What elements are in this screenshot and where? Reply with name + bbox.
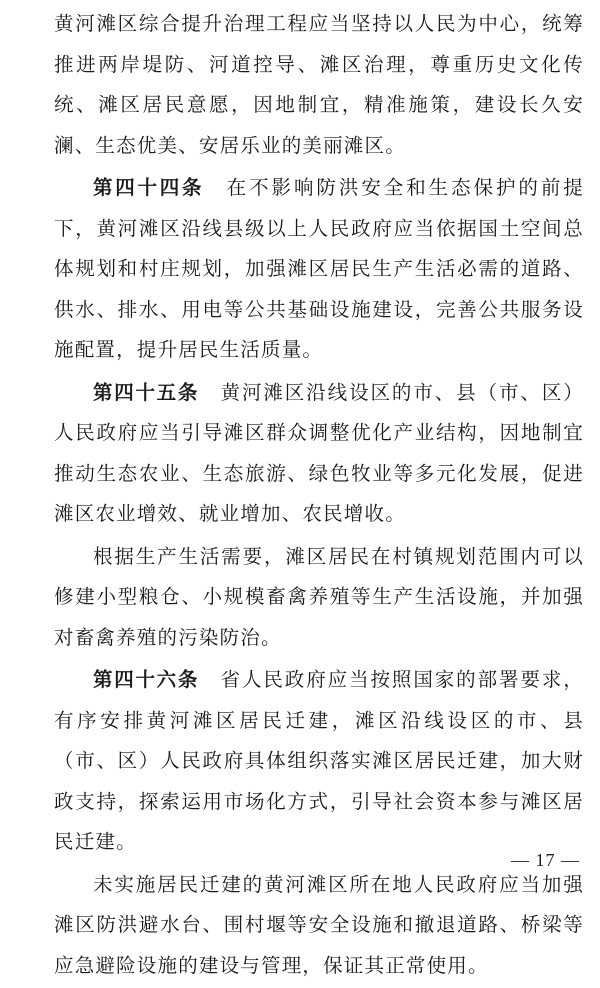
article-number: 第四十六条 — [93, 668, 200, 691]
paragraph-text: 黄河滩区综合提升治理工程应当坚持以人民为中心，统筹推进两岸堤防、河道控导、滩区治理，尊重历史文化传统、滩区居民意愿，因地制宜，精准施策，建设长久安澜、生态优美、安居乐业的美丽滩区。 — [54, 12, 584, 157]
paragraph-article-45-clause-2 — [54, 537, 584, 659]
paragraph-text: 省人民政府应当按照国家的部署要求，有序安排黄河滩区居民迁建，滩区沿线设区的市、县（市、区）人民政府具体组织落实滩区居民迁建，加大财政支持，探索运用市场化方式，引导社会资本参与滩区居民迁建。 — [54, 668, 584, 853]
paragraph-article-46-clause-2 — [54, 865, 584, 987]
article-number: 第四十四条 — [93, 176, 205, 199]
article-spacer — [199, 381, 220, 404]
paragraph-text: 黄河滩区沿线设区的市、县（市、区）人民政府应当引导滩区群众调整优化产业结构，因地制宜推动生态农业、生态旅游、绿色牧业等多元化发展，促进滩区农业增效、就业增加、农民增收。 — [54, 380, 584, 525]
paragraph-text: 在不影响防洪安全和生态保护的前提下，黄河滩区沿线县级以上人民政府应当依据国土空间总体规划和村庄规划，加强滩区居民生产生活必需的道路、供水、排水、用电等公共基础设施建设，完善公共服务设施配置，提升居民生活质量。 — [54, 176, 584, 361]
paragraph-article-45 — [54, 373, 584, 535]
paragraph-text: 未实施居民迁建的黄河滩区所在地人民政府应当加强滩区防洪避水台、围村堰等安全设施和撤退道路、桥梁等应急避险设施的建设与管理，保证其正常使用。 — [54, 872, 584, 977]
page-number: — 17 — — [511, 850, 580, 870]
document-body — [54, 0, 584, 988]
paragraph-text: 根据生产生活需要，滩区居民在村镇规划范围内可以修建小型粮仓、小规模畜禽养殖等生产生活设施，并加强对畜禽养殖的污染防治。 — [54, 544, 584, 649]
article-number: 第四十五条 — [93, 380, 200, 404]
article-spacer — [199, 668, 220, 691]
paragraph-article-46 — [54, 660, 584, 863]
article-spacer — [204, 176, 225, 199]
paragraph-continuation — [54, 4, 584, 166]
paragraph-article-44 — [54, 168, 584, 371]
